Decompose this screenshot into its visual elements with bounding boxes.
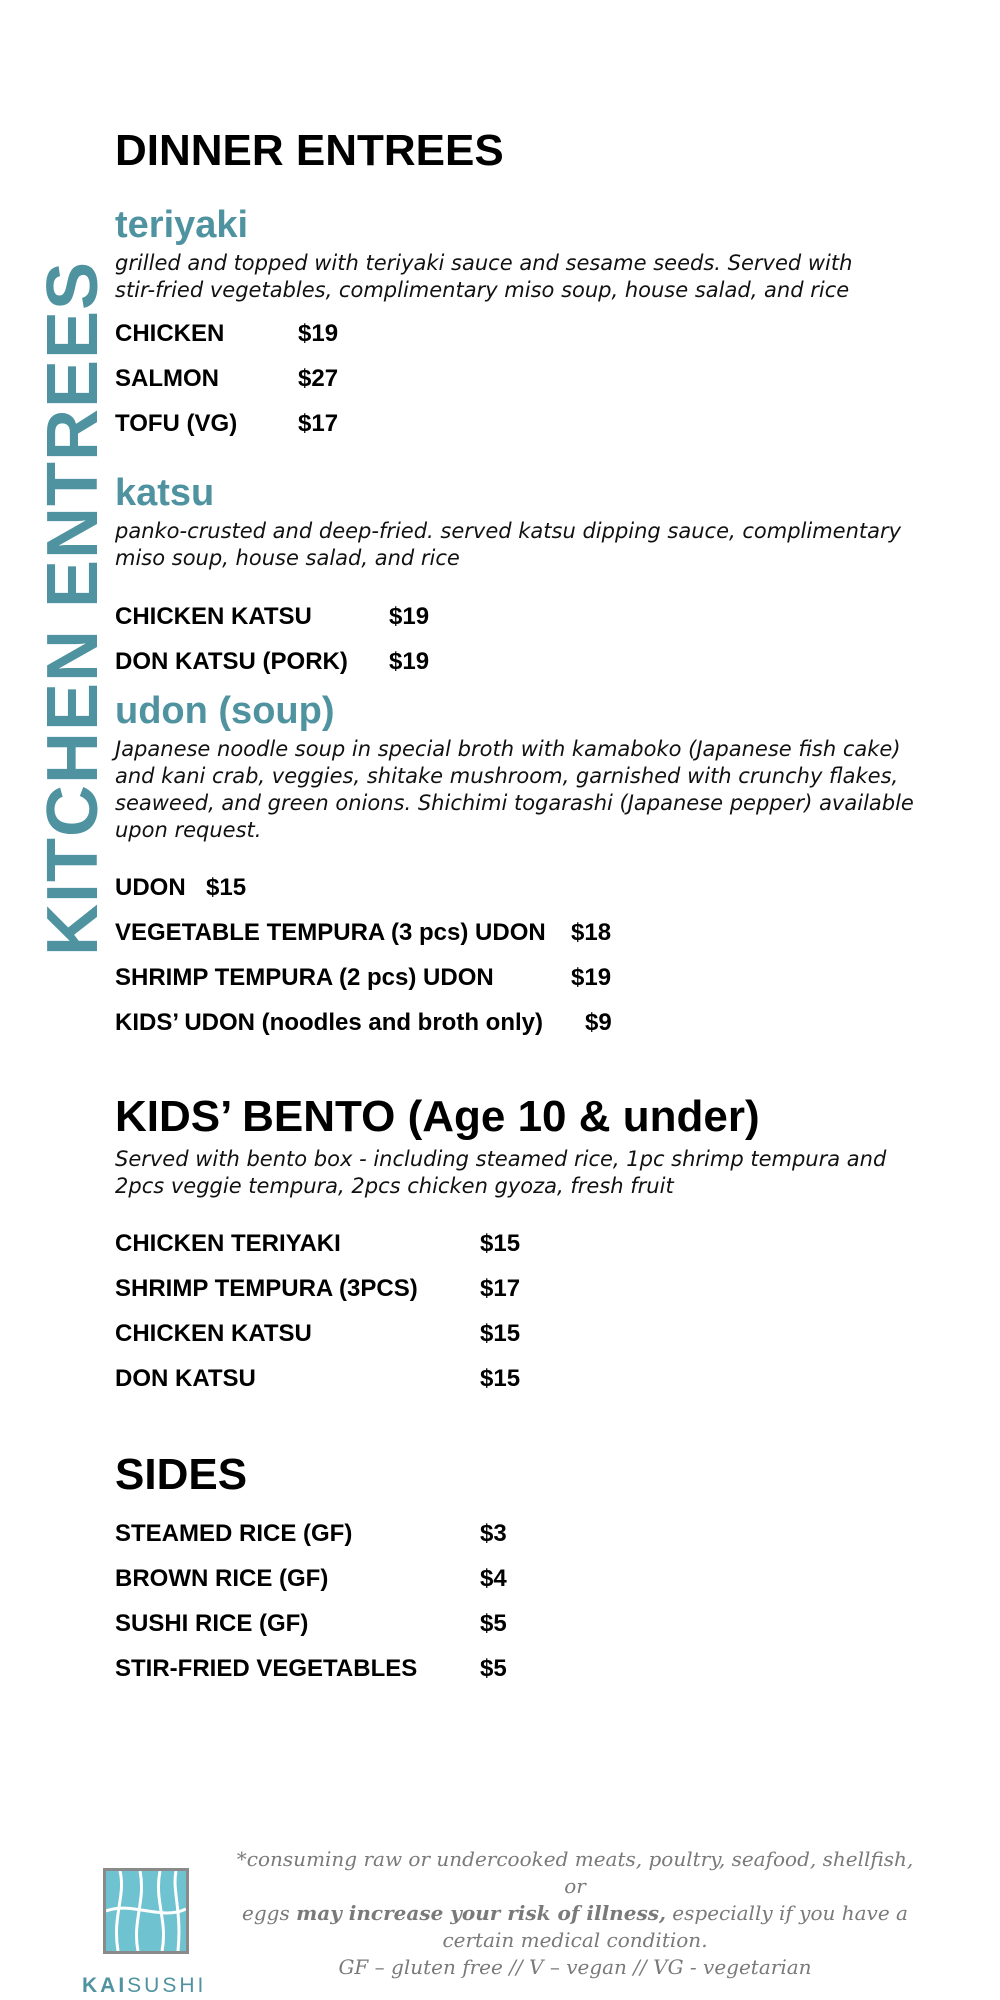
menu-item-name: CHICKEN TERIYAKI — [115, 1230, 341, 1257]
menu-item — [115, 1230, 521, 1258]
menu-item-price: $5 — [480, 1655, 507, 1682]
menu-item — [115, 874, 247, 902]
menu-item — [115, 410, 339, 438]
menu-item-name: DON KATSU (PORK) — [115, 648, 348, 675]
menu-item-price: $19 — [571, 964, 612, 991]
menu-item-name: KIDS’ UDON (noodles and broth only) — [115, 1009, 543, 1036]
wave-pattern-icon — [106, 1871, 186, 1951]
menu-item-name: SHRIMP TEMPURA (2 pcs) UDON — [115, 964, 494, 991]
disclaimer-line — [225, 1900, 925, 1927]
menu-item-price: $9 — [585, 1009, 612, 1036]
menu-item-price: $15 — [480, 1365, 521, 1392]
menu-item-name: SUSHI RICE (GF) — [115, 1610, 309, 1637]
katsu-heading: katsu — [115, 472, 215, 514]
sides-heading: SIDES — [115, 1450, 248, 1499]
menu-item-price: $15 — [480, 1230, 521, 1257]
menu-item-name: CHICKEN KATSU — [115, 1320, 312, 1347]
menu-item — [115, 1009, 612, 1037]
menu-item — [115, 1365, 521, 1393]
menu-item-name: VEGETABLE TEMPURA (3 pcs) UDON — [115, 919, 546, 946]
teriyaki-description-line: grilled and topped with teriyaki sauce and sesame seeds. Served with — [115, 251, 853, 275]
menu-item-price: $19 — [389, 603, 430, 630]
menu-item-price: $27 — [298, 365, 339, 392]
menu-item-price: $4 — [480, 1565, 507, 1592]
udon-description-line: upon request. — [115, 818, 262, 842]
kids-bento-description-line: 2pcs veggie tempura, 2pcs chicken gyoza, fresh fruit — [115, 1174, 674, 1198]
disclaimer-line: *consuming raw or undercooked meats, poultry, seafood, shellfish, or — [236, 1847, 914, 1898]
menu-item-price: $19 — [389, 648, 430, 675]
udon-description-line: seaweed, and green onions. Shichimi togarashi (Japanese pepper) available — [115, 791, 914, 815]
menu-item-name: TOFU (VG) — [115, 410, 238, 437]
menu-item — [115, 1655, 507, 1683]
menu-item-name: STIR-FRIED VEGETABLES — [115, 1655, 418, 1682]
dietary-legend: GF – gluten free // V – vegan // VG - vegetarian — [338, 1955, 812, 1979]
disclaimer-bold-text: may increase your risk of illness, — [296, 1901, 666, 1925]
kai-sushi-logo-text — [82, 1974, 206, 1998]
menu-item-price: $15 — [206, 874, 247, 901]
kids-bento-heading: KIDS’ BENTO (Age 10 & under) — [115, 1092, 760, 1141]
disclaimer-text: especially if you have a — [665, 1901, 908, 1925]
logo-text-sushi: SUSHI — [127, 1974, 207, 1997]
menu-item-price: $15 — [480, 1320, 521, 1347]
teriyaki-heading: teriyaki — [115, 204, 249, 246]
menu-item — [115, 320, 339, 348]
menu-item — [115, 648, 430, 676]
logo-text-kai: KAI — [82, 1974, 128, 1997]
menu-item-name: DON KATSU — [115, 1365, 256, 1392]
udon-description-line: Japanese noodle soup in special broth with kamaboko (Japanese fish cake) — [115, 737, 901, 761]
menu-item-price: $17 — [480, 1275, 521, 1302]
kids-bento-description-line: Served with bento box - including steamed rice, 1pc shrimp tempura and — [115, 1147, 887, 1171]
menu-item-price: $17 — [298, 410, 339, 437]
menu-item-name: CHICKEN KATSU — [115, 603, 312, 630]
menu-item — [115, 603, 430, 631]
menu-item-name: UDON — [115, 874, 186, 901]
menu-item-price: $18 — [571, 919, 612, 946]
menu-item-name: SALMON — [115, 365, 219, 392]
menu-item — [115, 1610, 507, 1638]
menu-item-price: $5 — [480, 1610, 507, 1637]
dinner-entrees-heading: DINNER ENTREES — [115, 126, 504, 175]
disclaimer-line: certain medical condition. — [442, 1928, 708, 1952]
menu-item — [115, 919, 612, 947]
katsu-description-line: panko-crusted and deep-fried. served katsu dipping sauce, complimentary — [115, 519, 902, 543]
kai-sushi-logo-icon — [103, 1868, 189, 1954]
teriyaki-description-line: stir-fried vegetables, complimentary miso soup, house salad, and rice — [115, 278, 850, 302]
udon-heading: udon (soup) — [115, 690, 335, 732]
menu-item-name: SHRIMP TEMPURA (3PCS) — [115, 1275, 418, 1302]
menu-item — [115, 1320, 521, 1348]
menu-item-name: CHICKEN — [115, 320, 225, 347]
menu-item-name: STEAMED RICE (GF) — [115, 1520, 353, 1547]
menu-item-price: $19 — [298, 320, 339, 347]
kitchen-entrees-vertical-title: KITCHEN ENTREES — [33, 260, 113, 956]
disclaimer-text: eggs — [242, 1901, 297, 1925]
menu-item — [115, 1520, 507, 1548]
katsu-description-line: miso soup, house salad, and rice — [115, 546, 460, 570]
menu-item — [115, 1565, 507, 1593]
health-disclaimer — [225, 1846, 925, 1981]
menu-item-name: BROWN RICE (GF) — [115, 1565, 329, 1592]
menu-item — [115, 1275, 521, 1303]
menu-item — [115, 964, 612, 992]
menu-item-price: $3 — [480, 1520, 507, 1547]
menu-item — [115, 365, 339, 393]
udon-description-line: and kani crab, veggies, shitake mushroom, garnished with crunchy flakes, — [115, 764, 899, 788]
